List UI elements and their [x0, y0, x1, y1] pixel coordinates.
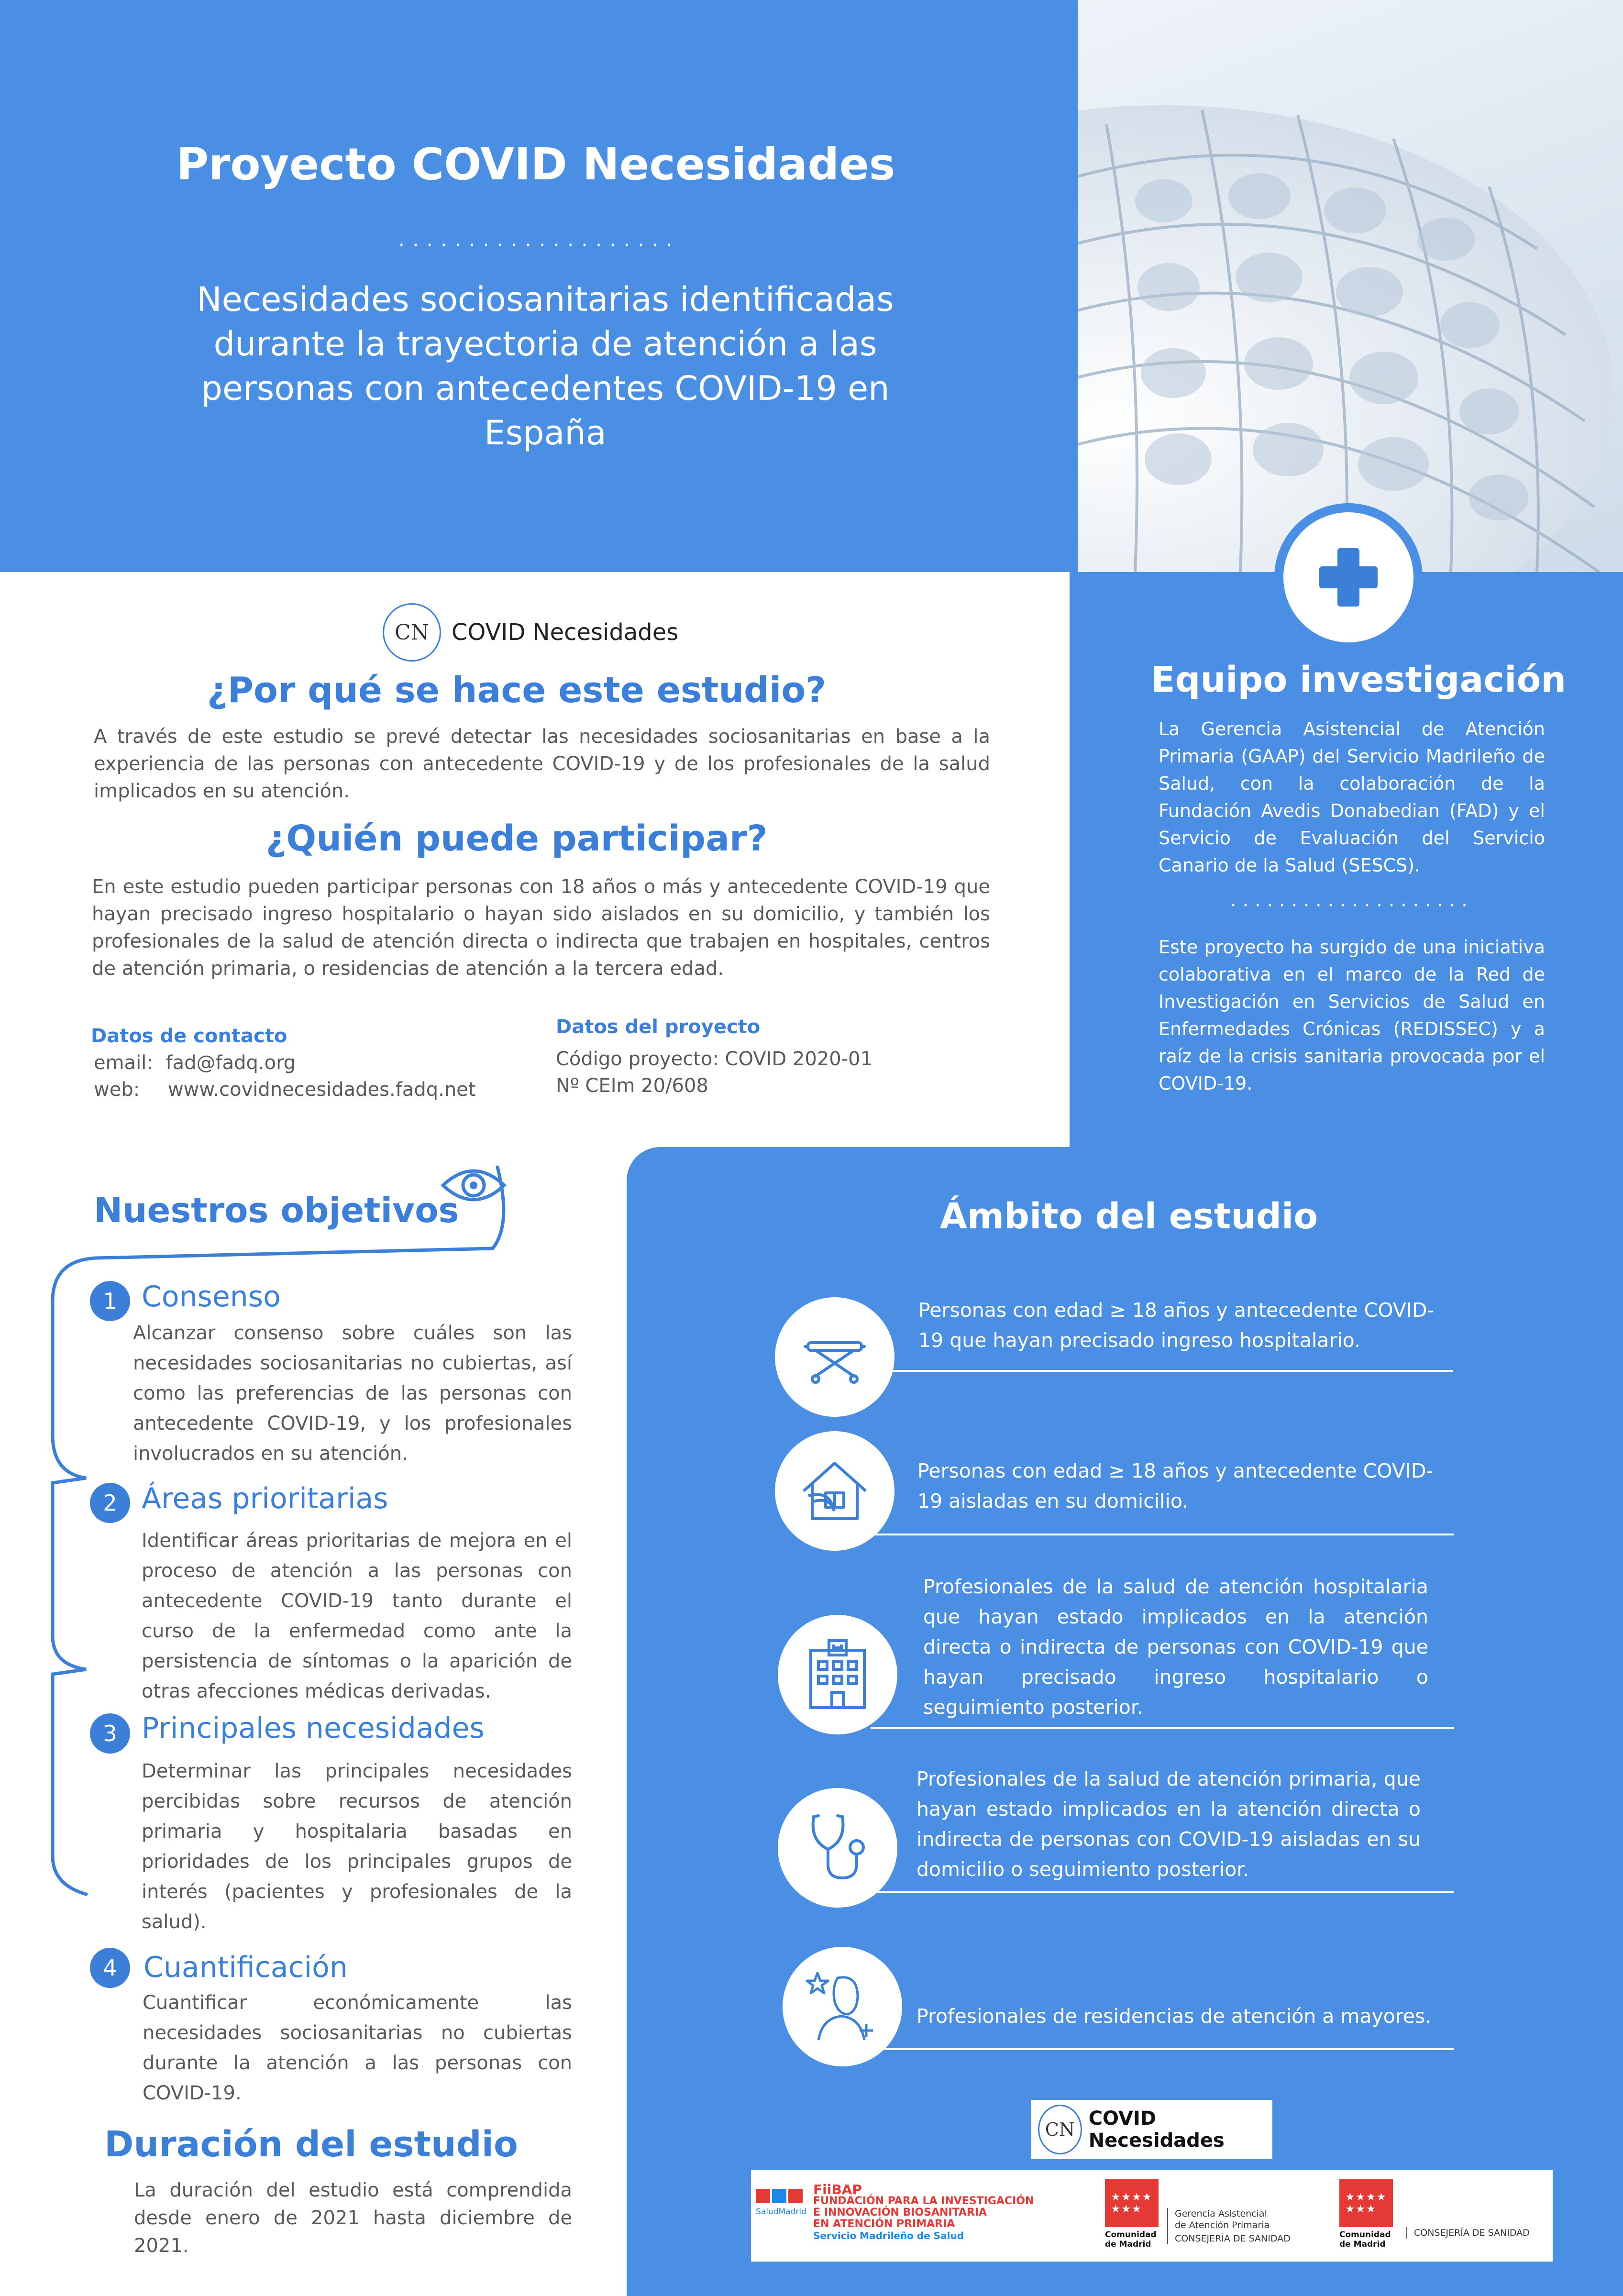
stethoscope-icon: [804, 1812, 871, 1884]
duration-heading: Duración del estudio: [104, 2124, 518, 2165]
why-heading: ¿Por qué se hace este estudio?: [207, 670, 827, 711]
objectives-heading: Nuestros objetivos: [94, 1190, 459, 1230]
objective-number-4: 4: [90, 1948, 130, 1988]
plus-icon: [1317, 546, 1380, 608]
duration-text: La duración del estudio está comprendida desde enero de 2021 hasta diciembre de 2021.: [134, 2179, 572, 2257]
who-text: En este estudio pueden participar personas con 18 años o más y antecedente COVID-19 que hayan precisado ingreso hospitalario o hayan sido aislados en su domicilio, y también los profesionales de la salud de atención directa o indirecta que trabajen en hospitales, centros de atención primaria, o residencias de atención a la tercera edad.: [92, 876, 990, 980]
scope-text-4: Profesionales de la salud de atención primaria, que hayan estado implicados en la atención directa o indirecta de personas con COVID-19 aisladas en su domicilio o seguimiento posterior.: [916, 1767, 1421, 1881]
contact-web: web: www.covidnecesidades.fadq.net: [94, 1079, 476, 1101]
objective-text-2: Identificar áreas prioritarias de mejora en el proceso de atención a las personas con antecedente COVID-19 tanto durante el curso de la enfermedad como ante la persistencia de síntomas o la aparición de otras afecciones médicas derivadas.: [142, 1530, 572, 1702]
comunidad-madrid-logo: ★★★★ ★★★ Comunidad de Madrid: [1105, 2179, 1162, 2249]
logo-name: COVID Necesidades: [1088, 2108, 1225, 2152]
scope-icon-circle-3: [778, 1615, 897, 1734]
hospital-icon: [804, 1639, 871, 1711]
page-title: Proyecto COVID Necesidades: [176, 139, 895, 190]
salud-madrid-logo: SaludMadrid: [756, 2189, 808, 2246]
institution-logos: [751, 2170, 1553, 2262]
objective-title-3: Principales necesidades: [142, 1711, 485, 1745]
comunidad-madrid-logo: ★★★★ ★★★ Comunidad de Madrid: [1339, 2179, 1397, 2249]
objective-number-1: 1: [90, 1281, 130, 1321]
bottom-cn-logo: [1031, 2100, 1272, 2159]
scope-icon-circle-4: [778, 1788, 897, 1908]
consejeria-text: CONSEJERÍA DE SANIDAD: [1406, 2227, 1557, 2239]
scope-divider-1: [890, 1370, 1453, 1372]
objective-title-2: Áreas prioritarias: [142, 1482, 388, 1515]
gerencia-text: Gerencia Asistencial de Atención Primaria CONSEJERÍA DE SANIDAD: [1167, 2208, 1314, 2244]
team-text: La Gerencia Asistencial de Atención Primaria (GAAP) del Servicio Madrileño de Salud, con la colaboración de la Fundación Avedis Donabedian (FAD) y el Servicio de Evaluación del Servicio Canario de la Salud (SESCS).: [1159, 718, 1545, 876]
objective-text-4: Cuantificar económicamente las necesidades sociosanitarias no cubiertas durante la atención a las personas con COVID-19.: [143, 1992, 572, 2104]
why-text: A través de este estudio se prevé detectar las necesidades sociosanitarias en base a la experiencia de las personas con antecedente COVID-19 y de los profesionales de la salud implicados en su atención.: [94, 726, 990, 802]
objective-title-4: Cuantificación: [144, 1951, 348, 1984]
scope-divider-2: [861, 1534, 1454, 1535]
header-dots: · · · · · · · · · · · · · · · · · · · ·: [398, 234, 673, 256]
objective-text-3: Determinar las principales necesidades percibidas sobre recursos de atención primaria y hospitalaria basadas en prioridades de los principales grupos de interés (pacientes y profesionales de la salud).: [142, 1760, 572, 1933]
objective-number-3: 3: [90, 1713, 130, 1754]
email-link[interactable]: fad@fadq.org: [166, 1052, 296, 1074]
project-ceim: Nº CEIm 20/608: [556, 1075, 708, 1097]
caregiver-icon: [804, 1968, 881, 2045]
header-photo: [1078, 0, 1623, 572]
scope-text-3: Profesionales de la salud de atención hospitalaria que hayan estado implicados en la atención directa o indirecta de personas con COVID-19 que hayan precisado ingreso hospitalario o seguimiento posterior.: [923, 1575, 1428, 1719]
house-icon: [799, 1457, 871, 1524]
team-dots: · · · · · · · · · · · · · · · · · · · ·: [1230, 894, 1468, 916]
contact-email: email: fad@fadq.org: [94, 1052, 296, 1074]
objective-text-1: Alcanzar consenso sobre cuáles son las necesidades sociosanitarias no cubiertas, así como las preferencias de las personas con antecedente COVID-19, y los profesionales involucrados en su atención.: [133, 1322, 572, 1465]
fiibap-logo: FiiBAP FUNDACIÓN PARA LA INVESTIGACIÓN E INNOVACIÓN BIOSANITARIA EN ATENCIÓN PRIMARIA Servicio Madrileño de Salud: [813, 2182, 1034, 2241]
scope-text-1: Personas con edad ≥ 18 años y antecedente COVID-19 que hayan precisado ingreso hospitalario.: [918, 1299, 1435, 1352]
scope-text-2: Personas con edad ≥ 18 años y antecedente COVID-19 aisladas en su domicilio.: [917, 1459, 1434, 1512]
cn-logo-icon: CN: [1038, 2105, 1082, 2154]
scope-text-5: Profesionales de residencias de atención a mayores.: [916, 2005, 1432, 2028]
dome-image: [1078, 0, 1623, 572]
web-link[interactable]: www.covidnecesidades.fadq.net: [167, 1079, 476, 1101]
objective-number-2: 2: [90, 1483, 130, 1523]
scope-icon-circle-1: [775, 1297, 894, 1417]
scope-divider-4: [871, 1891, 1454, 1893]
scope-divider-5: [871, 2048, 1454, 2050]
project-code: Código proyecto: COVID 2020-01: [556, 1048, 873, 1070]
logo-name: COVID Necesidades: [452, 619, 679, 646]
objective-title-1: Consenso: [142, 1280, 281, 1314]
scope-icon-circle-2: [775, 1431, 894, 1551]
team-origin-text: Este proyecto ha surgido de una iniciativa colaborativa en el marco de la Red de Investigación en Servicios de Salud en Enfermedades Crónicas (REDISSEC) y a raíz de la crisis sanitaria provocada por el COVID-19.: [1159, 937, 1545, 1094]
top-logo: [383, 603, 718, 662]
stretcher-icon: [801, 1324, 868, 1391]
project-heading: Datos del proyecto: [556, 1016, 761, 1038]
page-subtitle: Necesidades sociosanitarias identificadas durante la trayectoria de atención a las personas con antecedentes COVID-19 en España: [197, 280, 894, 453]
contact-heading: Datos de contacto: [91, 1025, 287, 1047]
medical-cross-badge: [1274, 503, 1423, 651]
scope-divider-3: [871, 1727, 1454, 1729]
who-heading: ¿Quién puede participar?: [265, 818, 768, 859]
cn-logo-icon: CN: [383, 603, 441, 662]
scope-heading: Ámbito del estudio: [939, 1196, 1318, 1237]
team-heading: Equipo investigación: [1150, 659, 1567, 700]
